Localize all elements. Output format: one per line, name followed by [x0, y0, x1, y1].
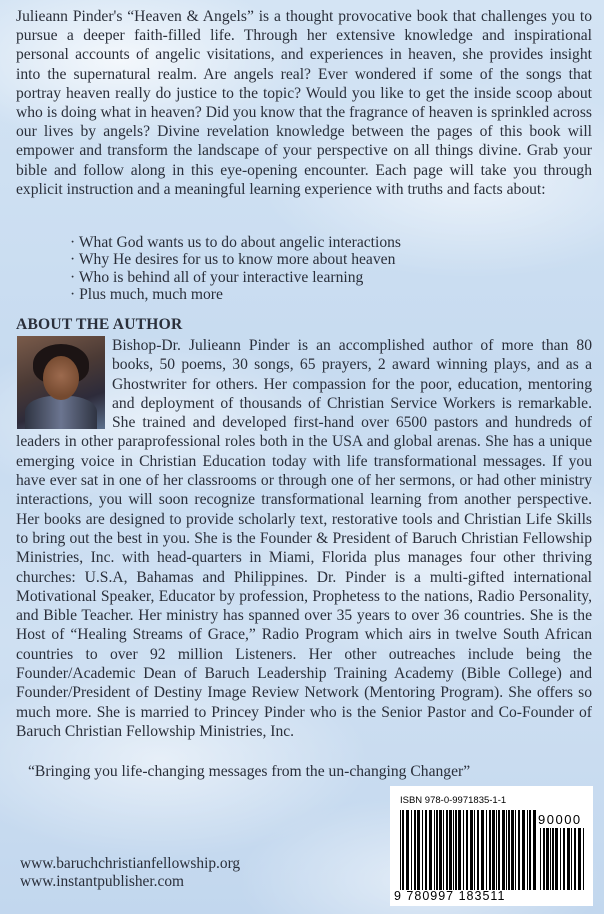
topic-list	[70, 234, 401, 303]
barcode-bar	[470, 810, 473, 890]
barcode-bar	[455, 810, 457, 890]
barcode-bar	[567, 828, 570, 890]
barcode-bar	[439, 810, 442, 890]
isbn-barcode	[390, 786, 593, 906]
barcode-bar	[560, 828, 561, 890]
author-bio: Bishop-Dr. Julieann Pinder is an accomplished author of more than 80 books, 50 poems, 30 songs, 65 prayers, 2 award winning plays, and as a Ghostwriter for others. Her compassion for the poor, education, mentoring and deployment of thousands of Christian Service Workers is remarkable. She trained and developed first-hand over 6500 pastors and hundreds of leaders in other paraprofessional roles both in the USA and global arenas. She has a unique emerging voice in Christian Education today with life transformational messages. If you have ever sat in one of her classrooms or through one of her sermons, or had other ministry interactions, you will soon recognize transformational learning from another perspective. Her books are designed to provide scholarly text, restorative tools and Christian Life Skills to bring out the best in you. She is the Founder & President of Baruch Christian Fellowship Ministries, Inc. with head-quarters in Miami, Florida plus manages four other thriving churches: U.S.A, Bahamas and Philippines. Dr. Pinder is a multi-gifted international Motivational Speaker, Educator by profession, Prophetess to the nations, Radio Personality, and Bible Teacher. Her ministry has spanned over 35 years to over 36 countries. She is the Host of “Healing Streams of Grace,” Radio Program which airs in twelve South African countries to over 92 million Listeners. Her other outreaches include being the Founder/Academic Dean of Baruch Leadership Training Academy (Bible College) and Founder/President of Destiny Image Review Network (Mentoring Program). She offers so much more. She is married to Princey Pinder who is the Senior Pastor and Co-Founder of Baruch Christian Fellowship Ministries, Inc.	[16, 337, 592, 740]
barcode-bar	[492, 810, 495, 890]
barcode-bar	[555, 828, 558, 890]
isbn-label: ISBN 978-0-9971835-1-1	[400, 795, 507, 806]
topic-list-item: · Plus much, much more	[70, 286, 401, 303]
barcode-bar	[550, 828, 551, 890]
ean-digits: 9 780997 183511	[394, 889, 506, 903]
barcode-bar	[446, 810, 448, 890]
barcode-bar	[477, 810, 479, 890]
barcode-bar	[489, 810, 491, 890]
barcode-bar	[529, 810, 531, 890]
barcode-bar	[578, 828, 581, 890]
barcode-bar	[417, 810, 420, 890]
barcode-bar	[425, 810, 427, 890]
barcode-bar	[574, 828, 576, 890]
barcode-bar	[546, 828, 549, 890]
barcode-bar	[498, 810, 500, 890]
barcode-bar	[496, 810, 497, 890]
barcode-bar	[543, 828, 545, 890]
barcode-bar	[552, 828, 554, 890]
topic-list-item: · What God wants us to do about angelic interactions	[70, 234, 401, 251]
book-description: Julieann Pinder's “Heaven & Angels” is a thought provocative book that challenges you to pursue a deeper faith-filled life. Through her extensive knowledge and inspirational personal accounts of angelic visitations, and experiences in heaven, she provides insight into the supernatural realm. Are angels real? Ever wondered if some of the songs that portray heaven really do justice to the topic? Would you like to get the inside scoop about who is doing what in heaven? Did you know that the fragrance of heaven is sprinkled across our lives by angels? Divine revelation knowledge between the pages of this book will empower and transform the landscape of your perspective on all things divine. Grab your bible and follow along in this eye-opening encounter. Each page will take you through explicit instruction and a meaningful learning experience with truths and facts about:	[16, 8, 592, 198]
barcode-bar	[506, 810, 507, 890]
barcode-bar	[486, 810, 487, 890]
barcode-bar	[515, 810, 516, 890]
barcode-bar	[563, 828, 565, 890]
barcode-bar	[508, 810, 510, 890]
barcode-bar	[522, 810, 525, 890]
barcode-bar	[518, 810, 520, 890]
topic-list-item: · Why He desires for us to know more about heaven	[70, 251, 401, 268]
barcode-bar	[406, 810, 409, 890]
barcode-bar	[449, 810, 452, 890]
barcode-bar	[527, 810, 528, 890]
website-link[interactable]: www.instantpublisher.com	[20, 872, 185, 890]
barcode-bar	[474, 810, 475, 890]
author-photo-face	[43, 356, 79, 400]
barcode-bar	[436, 810, 438, 890]
author-photo	[17, 336, 105, 429]
barcode-bar	[458, 810, 461, 890]
website-list	[20, 855, 240, 890]
tagline: “Bringing you life-changing messages from the un-changing Changer”	[28, 763, 471, 780]
barcode-bar	[443, 810, 444, 890]
ean-barcode-bars	[400, 810, 536, 890]
author-photo-body	[25, 396, 97, 429]
barcode-bar	[466, 810, 468, 890]
price-code: 90000	[538, 812, 582, 827]
barcode-bar	[502, 810, 505, 890]
barcode-bar	[411, 810, 412, 890]
barcode-bar	[434, 810, 435, 890]
topic-list-item: · Who is behind all of your interactive learning	[70, 269, 401, 286]
barcode-bar	[540, 828, 541, 890]
barcode-bar	[453, 810, 454, 890]
barcode-bar	[511, 810, 514, 890]
barcode-bar	[463, 810, 464, 890]
barcode-bar	[400, 810, 401, 890]
barcode-bar	[402, 810, 404, 890]
barcode-bar	[481, 810, 484, 890]
website-link[interactable]: www.baruchchristianfellowship.org	[20, 855, 241, 872]
addon-barcode-bars	[540, 828, 586, 890]
barcode-bar	[429, 810, 432, 890]
barcode-bar	[583, 828, 584, 890]
barcode-bar	[571, 828, 572, 890]
about-author-heading: ABOUT THE AUTHOR	[16, 316, 183, 333]
barcode-bar	[414, 810, 416, 890]
barcode-bar	[422, 810, 423, 890]
barcode-bar	[533, 810, 536, 890]
